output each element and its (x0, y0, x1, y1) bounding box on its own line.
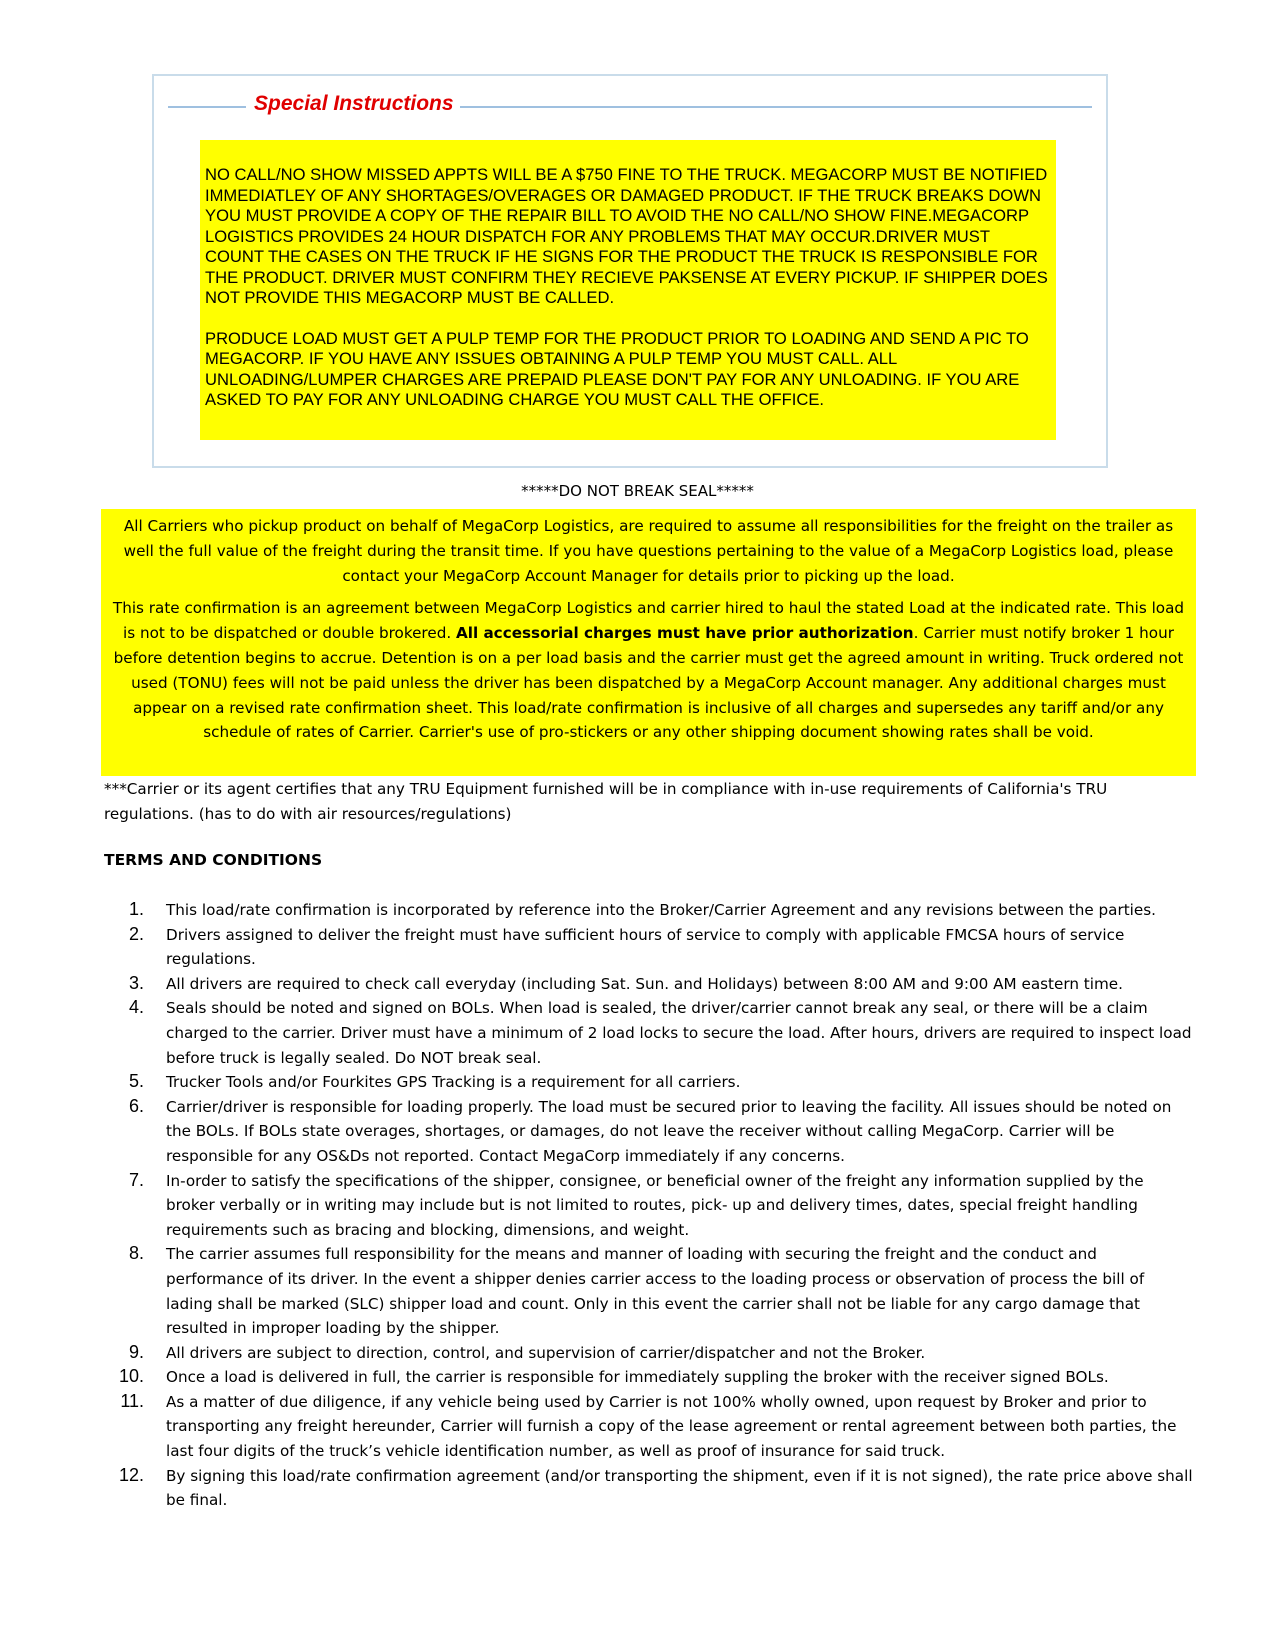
carrier-responsibility-notice (101, 509, 1196, 776)
terms-item-number: 8. (128, 1243, 144, 1264)
terms-heading: TERMS AND CONDITIONS (104, 851, 323, 869)
terms-item (104, 1242, 1194, 1340)
terms-item-number: 10. (118, 1366, 144, 1387)
terms-item-text: Drivers assigned to deliver the freight must have sufficient hours of service to comply with applicable FMCSA hours of service regulations. (166, 925, 1125, 969)
terms-item-number: 4. (128, 997, 144, 1018)
terms-item (104, 1095, 1194, 1169)
terms-item-text: Once a load is delivered in full, the carrier is responsible for immediately suppling the broker with the receiver signed BOLs. (166, 1368, 1109, 1387)
terms-item-text: Carrier/driver is responsible for loading properly. The load must be secured prior to leaving the facility. All issues should be noted on the BOLs. If BOLs state overages, shortages, or damages, do not leave the receiver without calling MegaCorp. Carrier will be responsible for any OS&Ds not reported. Contact MegaCorp immediately if any concerns. (166, 1097, 1172, 1165)
terms-item-text: This load/rate confirmation is incorporated by reference into the Broker/Carrier Agreement and any revisions between the parties. (166, 901, 1156, 919)
section-rule-right (460, 106, 1092, 108)
terms-item (104, 1390, 1194, 1464)
terms-item (104, 1365, 1194, 1390)
terms-item-number: 1. (128, 899, 144, 919)
terms-item (104, 1070, 1194, 1095)
terms-item (104, 923, 1194, 972)
terms-item-text: By signing this load/rate confirmation agreement (and/or transporting the shipment, even if it is not signed), the rate price above shall be final. (166, 1466, 1193, 1510)
terms-item-text: The carrier assumes full responsibility for the means and manner of loading with securing the freight and the conduct and performance of its driver. In the event a shipper denies carrier access to the loading process or observation of process the bill of lading shall be marked (SLC) shipper load and count. Only in this event the carrier shall not be liable for any cargo damage that resulted in improper loading by the shipper. (166, 1245, 1145, 1338)
terms-item-number: 6. (128, 1095, 144, 1116)
terms-item (104, 972, 1194, 997)
terms-item-text: As a matter of due diligence, if any vehicle being used by Carrier is not 100% wholly owned, upon request by Broker and prior to transporting any freight hereunder, Carrier will furnish a copy of the lease agreement or rental agreement between both parties, the last four digits of the truck’s vehicle identification number, as well as proof of insurance for said truck. (166, 1392, 1177, 1461)
section-rule-left (168, 106, 246, 108)
terms-item-number: 7. (128, 1169, 144, 1190)
special-instructions-paragraph: PRODUCE LOAD MUST GET A PULP TEMP FOR THE PRODUCT PRIOR TO LOADING AND SEND A PIC TO MEGACORP. IF YOU HAVE ANY ISSUES OBTAINING A PULP TEMP YOU MUST CALL. ALL UNLOADING/LUMPER CHARGES ARE PREPAID PLEASE DON'T PAY FOR ANY UNLOADING. IF YOU ARE ASKED TO PAY FOR ANY UNLOADING CHARGE YOU MUST CALL THE OFFICE. (205, 328, 1029, 409)
terms-item-text: All drivers are subject to direction, control, and supervision of carrier/dispatcher and not the Broker. (166, 1343, 926, 1362)
tru-compliance-notice: ***Carrier or its agent certifies that any TRU Equipment furnished will be in compliance with in-use requirements of California's TRU regulations. (has to do with air resources/regulations) (104, 780, 1108, 823)
terms-item (104, 1169, 1194, 1243)
terms-item-number: 9. (128, 1341, 144, 1362)
carrier-notice-paragraph (111, 596, 1186, 745)
terms-item-text: Seals should be noted and signed on BOLs. When load is sealed, the driver/carrier cannot break any seal, or there will be a claim charged to the carrier. Driver must have a minimum of 2 load locks to secure the load. After hours, drivers are required to inspect load before truck is legally sealed. Do NOT break seal. (166, 999, 1192, 1067)
seal-notice: *****DO NOT BREAK SEAL***** (521, 482, 754, 500)
terms-item (104, 996, 1194, 1070)
terms-list (104, 898, 1194, 1513)
terms-item-number: 5. (128, 1071, 144, 1092)
carrier-notice-text: This rate confirmation is an agreement between MegaCorp Logistics and carrier hired to haul the stated Load at the indicated rate. This load is not to be dispatched or double brokered. (112, 599, 1185, 643)
special-instructions-title: Special Instructions (254, 92, 454, 115)
terms-item (104, 898, 1194, 923)
accessorial-charges-emphasis: All accessorial charges must have prior authorization (455, 624, 914, 643)
terms-item-text: In-order to satisfy the specifications of the shipper, consignee, or beneficial owner of the freight any information supplied by the broker verbally or in writing may include but is not limited to routes, pick- up and delivery times, dates, special freight handling requirements such as bracing and blocking, dimensions, and weight. (166, 1171, 1144, 1239)
terms-item-number: 11. (120, 1390, 144, 1411)
terms-item-text: Trucker Tools and/or Fourkites GPS Tracking is a requirement for all carriers. (166, 1073, 741, 1092)
carrier-notice-paragraph: All Carriers who pickup product on behalf of MegaCorp Logistics, are required to assume all responsibilities for the freight on the trailer as well the full value of the freight during the transit time. If you have questions pertaining to the value of a MegaCorp Logistics load, please contact your MegaCorp Account Manager for details prior to picking up the load. (123, 517, 1174, 585)
terms-item-number: 3. (128, 972, 144, 993)
special-instructions-paragraph: NO CALL/NO SHOW MISSED APPTS WILL BE A $750 FINE TO THE TRUCK. MEGACORP MUST BE NOTIFIED IMMEDIATLEY OF ANY SHORTAGES/OVERAGES OR DAMAGED PRODUCT. IF THE TRUCK BREAKS DOWN YOU MUST PROVIDE A COPY OF THE REPAIR BILL TO AVOID THE NO CALL/NO SHOW FINE.MEGACORP LOGISTICS PROVIDES 24 HOUR DISPATCH FOR ANY PROBLEMS THAT MAY OCCUR.DRIVER MUST COUNT THE CASES ON THE TRUCK IF HE SIGNS FOR THE PRODUCT THE TRUCK IS RESPONSIBLE FOR THE PRODUCT. DRIVER MUST CONFIRM THEY RECIEVE PAKSENSE AT EVERY PICKUP. IF SHIPPER DOES NOT PROVIDE THIS MEGACORP MUST BE CALLED. (205, 165, 1048, 307)
special-instructions-box (152, 74, 1108, 468)
terms-item-number: 12. (118, 1464, 144, 1485)
terms-item (104, 1464, 1194, 1513)
terms-item-text: All drivers are required to check call everyday (including Sat. Sun. and Holidays) between 8:00 AM and 9:00 AM eastern time. (166, 974, 1123, 993)
carrier-notice-text: . Carrier must notify broker 1 hour before detention begins to accrue. Detention is on a per load basis and the carrier must get the agreed amount in writing. Truck ordered not used (TONU) fees will not be paid unless the driver has been dispatched by a MegaCorp Account manager. Any additional charges must appear on a revised rate confirmation sheet. This load/rate confirmation is inclusive of all charges and supersedes any tariff and/or any schedule of rates of Carrier. Carrier's use of pro-stickers or any other shipping document showing rates shall be void. (113, 624, 1184, 742)
terms-item (104, 1341, 1194, 1366)
special-instructions-content (200, 140, 1056, 440)
terms-item-number: 2. (128, 923, 144, 944)
